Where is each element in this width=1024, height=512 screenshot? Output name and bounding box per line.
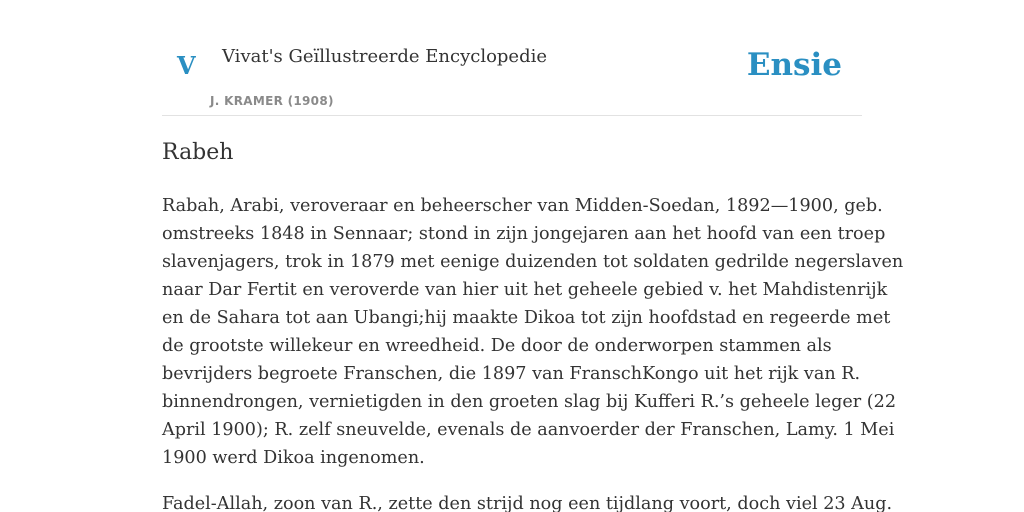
article-title: Rabeh	[162, 140, 234, 165]
publication-title[interactable]: Vivat's Geïllustreerde Encyclopedie	[222, 46, 548, 67]
publication-header	[162, 0, 862, 116]
publication-logo[interactable]: V	[177, 51, 196, 80]
article-body	[162, 192, 904, 512]
paragraph-line: bevrijders begroete Franschen, die 1897 van FranschKongo uit het rijk van R.	[162, 364, 861, 384]
paragraph-line: Rabah, Arabi, veroveraar en beheerscher van Midden-Soedan, 1892—1900, geb.	[162, 196, 883, 216]
paragraph-line: de grootste willekeur en wreedheid. De door de onderworpen stammen als	[162, 336, 832, 356]
paragraph-line: omstreeks 1848 in Sennaar; stond in zijn jongejaren aan het hoofd van een troep	[162, 224, 886, 244]
paragraph-line: binnendrongen, vernietigden in den groeten slag bij Kufferi R.’s geheele leger (22	[162, 392, 897, 412]
paragraph-line: April 1900); R. zelf sneuvelde, evenals de aanvoerder der Franschen, Lamy. 1 Mei	[162, 420, 895, 440]
publication-author: J. KRAMER (1908)	[210, 94, 334, 108]
paragraph-line: slavenjagers, trok in 1879 met eenige duizenden tot soldaten gedrilde negerslaven	[162, 252, 904, 272]
article-paragraph	[162, 192, 904, 472]
paragraph-line: 1900 werd Dikoa ingenomen.	[162, 448, 425, 468]
paragraph-line: naar Dar Fertit en veroverde van hier uit het geheele gebied v. het Mahdistenrijk	[162, 280, 888, 300]
article-paragraph	[162, 490, 893, 512]
paragraph-line: Fadel-Allah, zoon van R., zette den strijd nog een tijdlang voort, doch viel 23 Aug.	[162, 494, 893, 512]
paragraph-line: en de Sahara tot aan Ubangi;hij maakte Dikoa tot zijn hoofdstad en regeerde met	[162, 308, 891, 328]
ensie-logo-link[interactable]: Ensie	[746, 47, 842, 83]
